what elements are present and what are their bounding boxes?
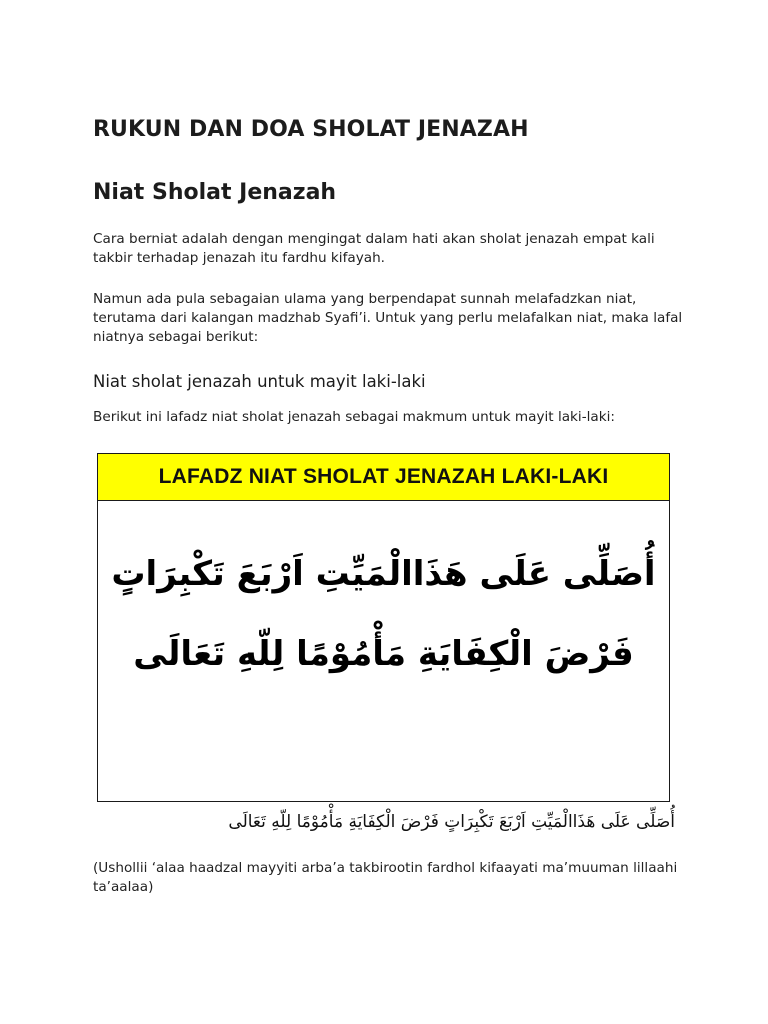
lafadz-image <box>97 453 670 802</box>
section-title: Niat Sholat Jenazah <box>93 180 337 205</box>
lafadz-header-banner <box>98 454 669 501</box>
page-title: RUKUN DAN DOA SHOLAT JENAZAH <box>93 117 529 142</box>
paragraph-lafadz-intro: Berikut ini lafadz niat sholat jenazah sebagai makmum untuk mayit laki-laki: <box>93 409 615 425</box>
arabic-line-2: فَرْضَ الْكِفَايَةِ مَأْمُوْمًا لِلّهِ تَعَالَى <box>133 634 634 674</box>
transliteration: (Ushollii ‘alaa haadzal mayyiti arba’a takbirootin fardhol kifaayati ma’muuman lillaahi ta’aalaa) <box>93 860 678 895</box>
subsection-title: Niat sholat jenazah untuk mayit laki-laki <box>93 372 426 391</box>
paragraph-intention: Cara berniat adalah dengan mengingat dalam hati akan sholat jenazah empat kali takbir terhadap jenazah itu fardhu kifayah. <box>93 231 655 266</box>
lafadz-header-text: LAFADZ NIAT SHOLAT JENAZAH LAKI-LAKI <box>158 465 609 488</box>
paragraph-scholars: Namun ada pula sebagaian ulama yang berpendapat sunnah melafadzkan niat, terutama dari kalangan madzhab Syafi’i. Untuk yang perlu melafalkan niat, maka lafal niatnya sebagai berikut: <box>93 291 683 345</box>
arabic-text-inline: أُصَلِّى عَلَى هَذَاالْمَيِّتِ اَرْبَعَ تَكْبِرَاتٍ فَرْضَ الْكِفَايَةِ مَأْمُوْمًا لِلّهِ تَعَالَى <box>228 812 675 832</box>
arabic-line-1: أُصَلِّى عَلَى هَذَاالْمَيِّتِ اَرْبَعَ تَكْبِرَاتٍ <box>111 554 656 594</box>
